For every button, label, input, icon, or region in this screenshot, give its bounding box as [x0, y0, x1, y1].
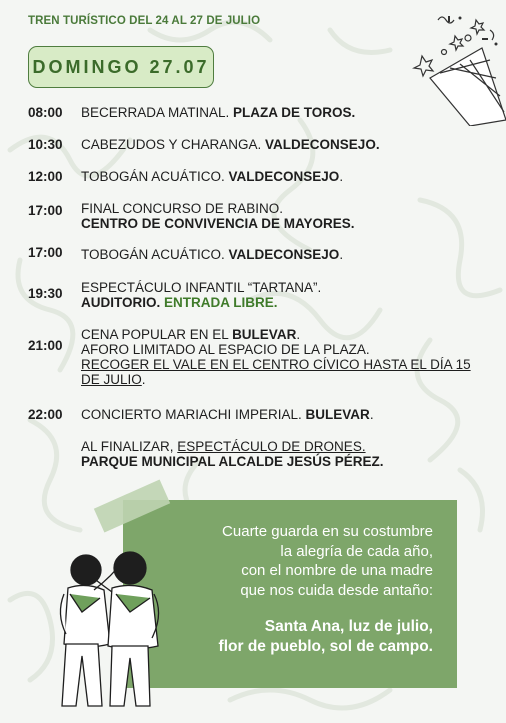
event-location: CENTRO DE CONVIVENCIA DE MAYORES. [81, 216, 355, 231]
event-text: TOBOGÁN ACUÁTICO. [81, 247, 229, 262]
event-location: BULEVAR [305, 407, 370, 422]
event-time: 17:00 [28, 245, 63, 260]
event-location: AUDITORIO. [81, 295, 165, 310]
event-highlight: ESPECTÁCULO DE DRONES. [177, 439, 366, 454]
event-desc [81, 201, 471, 231]
event-text: AL FINALIZAR, [81, 439, 178, 454]
event-text-suffix: . [339, 247, 344, 262]
event-desc [81, 247, 471, 262]
event-desc [81, 105, 471, 120]
event-text: FINAL CONCURSO DE RABINO. [81, 201, 284, 216]
poem-line: Cuarte guarda en su costumbre [222, 523, 433, 540]
event-text: BECERRADA MATINAL. [81, 105, 234, 120]
event-location: VALDECONSEJO [228, 247, 340, 262]
event-desc [81, 169, 471, 184]
event-location: PLAZA DE TOROS. [233, 105, 356, 120]
event-desc [81, 137, 471, 152]
poem-text [133, 522, 433, 656]
event-ticket-note: RECOGER EL VALE EN EL CENTRO CÍVICO HASTA EL DÍA 15 DE JULIO [81, 357, 471, 387]
poem-highlight-line: flor de pueblo, sol de campo. [218, 637, 433, 655]
event-location: PARQUE MUNICIPAL ALCALDE JESÚS PÉREZ. [81, 454, 384, 469]
free-entry-label: ENTRADA LIBRE. [164, 295, 278, 310]
event-location: BULEVAR [232, 327, 297, 342]
event-text-suffix: . [141, 372, 146, 387]
event-text-suffix: . [369, 407, 374, 422]
friends-illustration [50, 548, 168, 718]
event-location: VALDECONSEJO [228, 169, 340, 184]
poem-highlight-line: Santa Ana, luz de julio, [264, 618, 433, 635]
event-time: 19:30 [28, 286, 63, 301]
event-text-suffix: . [296, 327, 301, 342]
event-time: 22:00 [28, 407, 63, 422]
event-note: AFORO LIMITADO AL ESPACIO DE LA PLAZA. [81, 342, 370, 357]
poem-line: con el nombre de una madre [241, 562, 433, 579]
poem-line: la alegría de cada año, [280, 542, 433, 560]
event-text: ESPECTÁCULO INFANTIL “TARTANA”. [81, 280, 322, 295]
event-desc [81, 327, 471, 387]
event-time: 17:00 [28, 203, 63, 218]
day-badge: DOMINGO 27.07 [28, 46, 214, 88]
event-time: 21:00 [28, 338, 63, 353]
event-desc [81, 407, 471, 422]
poem-box [123, 500, 457, 688]
event-time: 12:00 [28, 169, 63, 184]
event-text: CENA POPULAR EN EL [81, 327, 233, 342]
event-desc [81, 280, 471, 310]
event-text: CABEZUDOS Y CHARANGA. [81, 137, 266, 152]
event-text-suffix: . [339, 169, 344, 184]
event-time: 08:00 [28, 105, 63, 120]
event-time: 10:30 [28, 137, 63, 152]
poem-line: que nos cuida desde antaño: [240, 581, 433, 599]
event-text: CONCIERTO MARIACHI IMPERIAL. [81, 407, 306, 422]
event-text: TOBOGÁN ACUÁTICO. [81, 169, 229, 184]
page-subtitle: TREN TURÍSTICO DEL 24 AL 27 DE JULIO [28, 15, 261, 27]
event-desc [81, 439, 471, 469]
event-location: VALDECONSEJO. [265, 137, 380, 152]
